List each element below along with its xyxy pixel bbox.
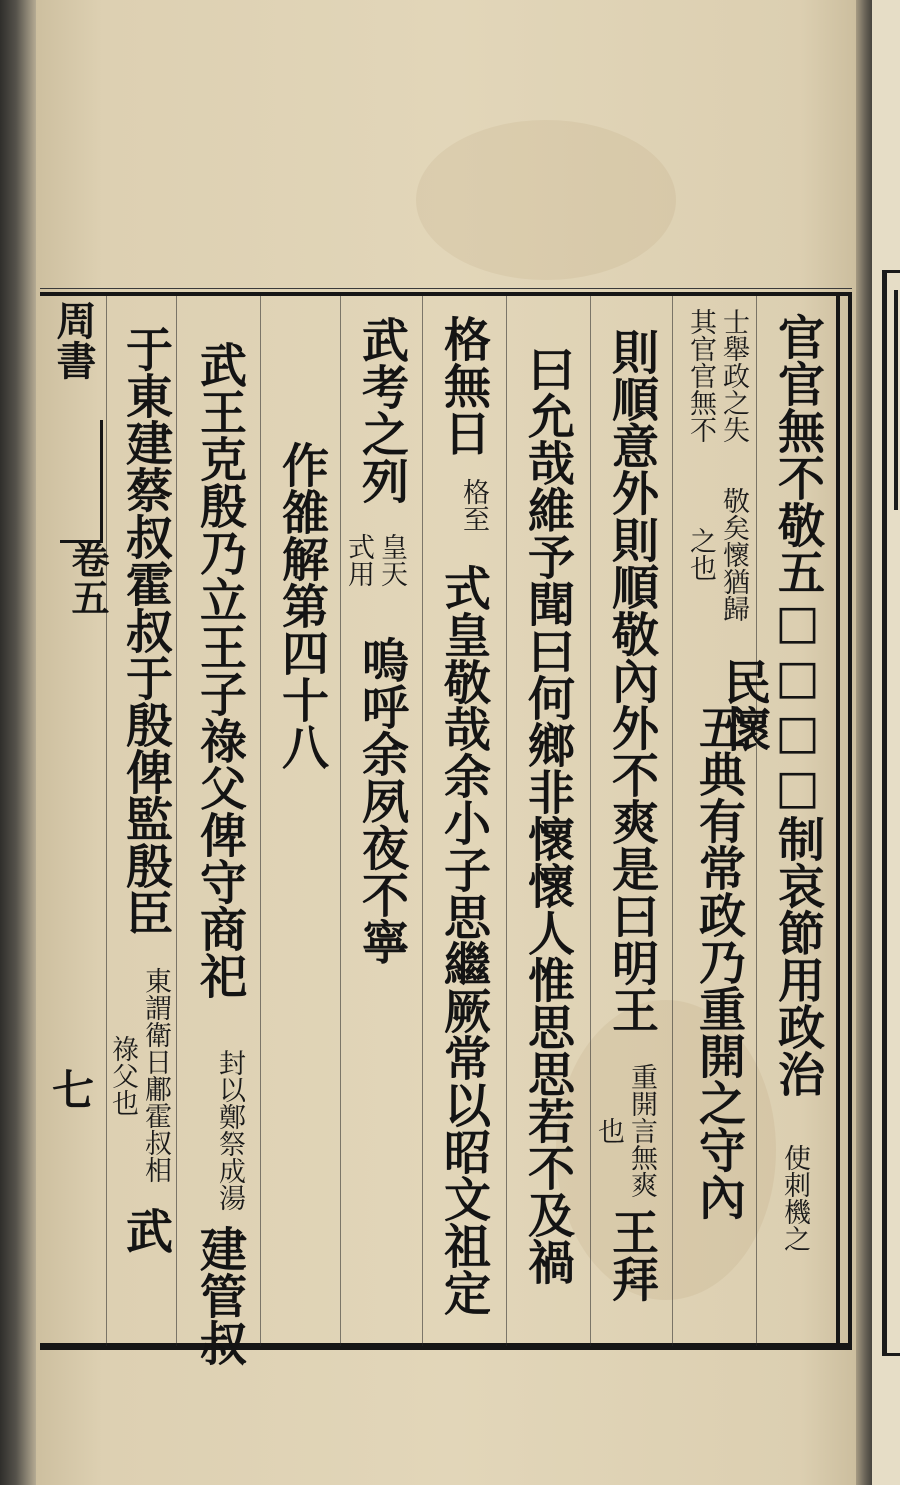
column-rule bbox=[340, 296, 341, 1346]
column-rule bbox=[590, 296, 591, 1346]
leaf-number: 七 bbox=[52, 1066, 95, 1115]
text-column-5 bbox=[430, 300, 490, 1340]
page-border-inner-rule bbox=[836, 292, 840, 1347]
text-column-4 bbox=[514, 300, 574, 1330]
commentary-text: 皇天式用 bbox=[343, 533, 407, 587]
column-rule bbox=[176, 296, 177, 1346]
volume-label: 卷五 bbox=[65, 540, 110, 616]
paper-stain bbox=[416, 120, 676, 280]
left-gutter-shadow bbox=[0, 0, 40, 1485]
commentary-text: 東謂衛日鄘霍叔相祿父也 bbox=[107, 967, 171, 1183]
column-rule bbox=[106, 296, 107, 1346]
column-rule bbox=[422, 296, 423, 1346]
column-rule bbox=[506, 296, 507, 1346]
main-text: 格無日 bbox=[436, 314, 491, 456]
text-column-3 bbox=[593, 300, 659, 1310]
main-text: 曰允哉維予聞曰何鄉非懷懷人惟思思若不及禍 bbox=[520, 345, 575, 1285]
text-column-9 bbox=[107, 300, 173, 1270]
chapter-heading: 作雒解第四十八 bbox=[274, 440, 329, 770]
commentary-text: 使刺機之 bbox=[779, 1144, 810, 1252]
column-rule bbox=[260, 296, 261, 1346]
column-rule bbox=[672, 296, 673, 1346]
main-text: 嗚呼余夙夜不寧 bbox=[354, 635, 409, 965]
main-text: 王拜 bbox=[604, 1208, 659, 1302]
fish-tail-mark bbox=[60, 420, 103, 543]
page-margin-label bbox=[46, 300, 100, 380]
main-text: 武王克殷乃立王子祿父俾守商祀 bbox=[192, 341, 247, 999]
main-text: 式皇敬哉余小子思繼厥常以昭文祖定 bbox=[436, 564, 491, 1316]
top-thin-rule bbox=[40, 288, 852, 289]
text-column-2 bbox=[680, 300, 750, 1286]
main-text: 武 bbox=[118, 1206, 173, 1254]
text-column-6 bbox=[343, 300, 409, 1000]
main-text: 五典有常政乃重開之守內 bbox=[691, 702, 746, 1220]
main-text: 武考之列 bbox=[354, 316, 409, 504]
text-column-8 bbox=[186, 300, 246, 1370]
text-column-7 bbox=[268, 405, 328, 805]
main-text: 則順意外則順敬內外不爽是曰明王 bbox=[604, 327, 659, 1033]
main-text: 官官無不敬五□□□□制哀節用政治民懷 bbox=[716, 313, 825, 1097]
main-text: 于東建蔡叔霍叔于殷俾監殷臣 bbox=[118, 324, 173, 936]
main-text: 建管叔 bbox=[192, 1224, 247, 1366]
commentary-text: 格至 bbox=[458, 478, 489, 532]
commentary-text: 重開言無爽也 bbox=[593, 1062, 657, 1198]
column-rule bbox=[756, 296, 757, 1346]
commentary-text: 士舉政之失其官官無不敬矣懷猶歸之也 bbox=[685, 308, 749, 622]
page-bottom-rule bbox=[40, 1346, 852, 1350]
book-title: 周書 bbox=[50, 300, 97, 380]
commentary-text: 封以鄭祭成湯 bbox=[214, 1049, 245, 1211]
adjacent-page-rule bbox=[894, 290, 898, 510]
adjacent-page-edge bbox=[872, 0, 900, 1485]
